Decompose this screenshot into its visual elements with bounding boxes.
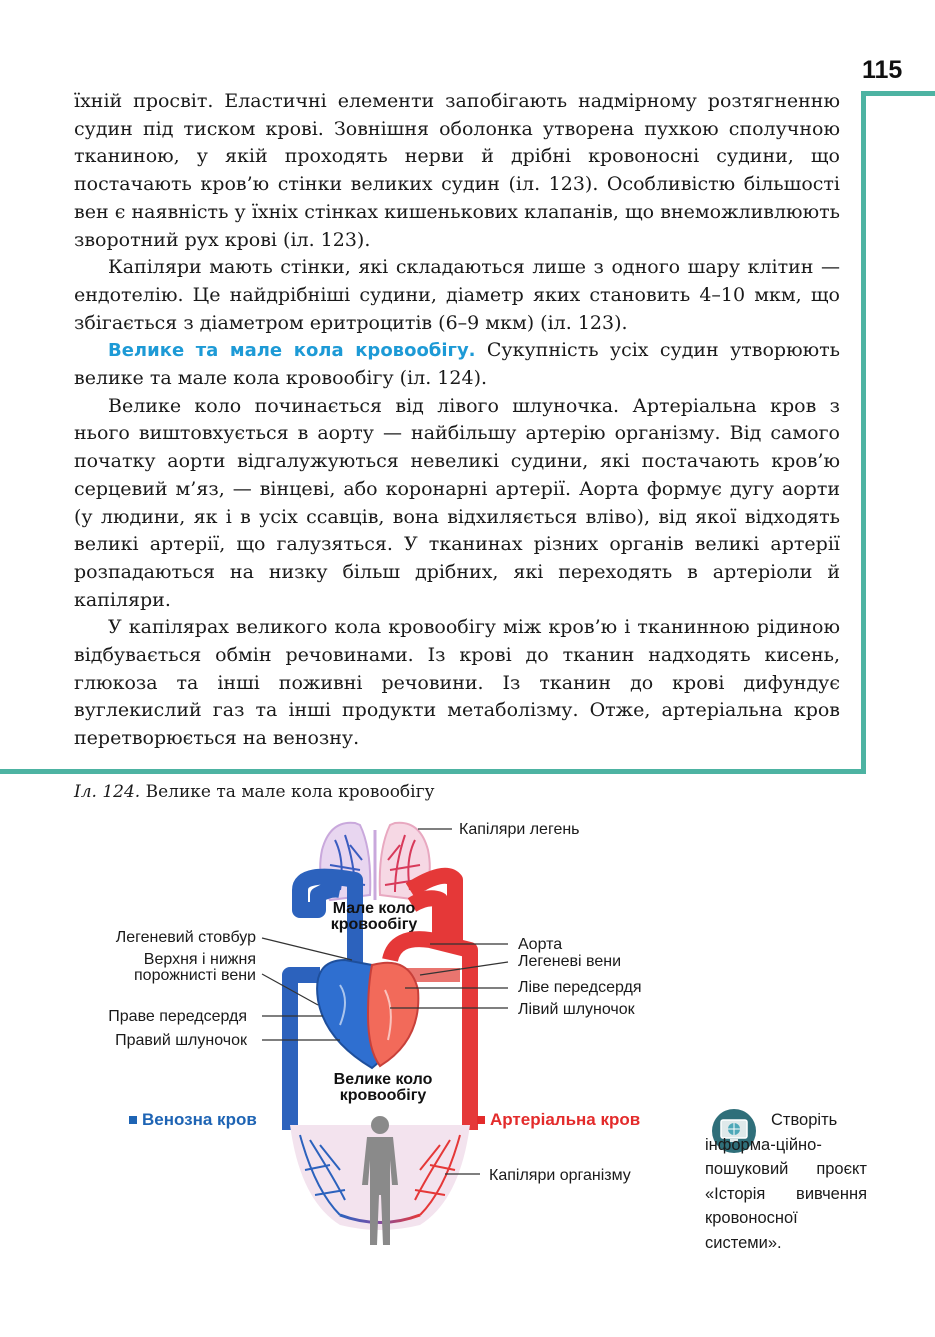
small-circle-label-2: кровообігу bbox=[330, 916, 418, 933]
label-right-atrium: Праве передсердя bbox=[108, 1008, 247, 1025]
label-body-capillaries: Капіляри організму bbox=[489, 1167, 631, 1184]
label-lung-capillaries: Капіляри легень bbox=[459, 821, 580, 838]
label-left-ventricle: Лівий шлуночок bbox=[518, 1001, 635, 1018]
frame-right-line bbox=[861, 91, 866, 774]
paragraph-4: Велике коло починається від лівого шлуночка. Артеріальна кров з нього виштовхується в аорту — найбільшу артерію організму. Від самого початку аорти відгалужуються невеликі судини, які постачають кров’ю серцевий м’яз, — вінцеві, або коронарні артерії. Аорта формує дугу аорти (у людини, як і в усіх ссавців, вона відхиляється вліво), від якої відходять великі артерії, що галузяться. У тканинах різних органів великі артерії розпадаються на низку більш дрібних, які переходять в артеріоли й капіляри. bbox=[74, 394, 840, 611]
heart-illustration bbox=[317, 960, 418, 1068]
figure-title: Велике та мале кола кровообігу bbox=[140, 782, 435, 802]
small-circle-label-1: Мале коло bbox=[332, 900, 416, 917]
page-number: 115 bbox=[862, 56, 903, 84]
label-venae-cavae-2: порожнисті вени bbox=[134, 967, 256, 984]
main-text bbox=[74, 88, 840, 753]
paragraph-3-text: Сукупність усіх судин утворюють велике та мале кола кровообігу (іл. 124). bbox=[74, 339, 841, 390]
paragraph-5: У капілярах великого кола кровообігу між кров’ю і тканинною рідиною відбувається обмін речовинами. Із крові до тканин надходять кисень, глюкоза та інші поживні речовини. Із тканин до крові дифундує вуглекислий газ та інші продукти метаболізму. Отже, артеріальна кров перетворюється на венозну. bbox=[74, 616, 840, 750]
label-left-atrium: Ліве передсердя bbox=[518, 979, 642, 996]
label-aorta: Аорта bbox=[518, 936, 563, 953]
label-venae-cavae-1: Верхня і нижня bbox=[143, 951, 256, 968]
paragraph-3 bbox=[74, 337, 840, 392]
label-pulmonary-veins: Легеневі вени bbox=[518, 953, 622, 970]
figure-number: Іл. 124. bbox=[74, 782, 141, 802]
paragraph-1: їхній просвіт. Еластичні елементи запобігають надмірному розтягненню судин під тиском крові. Зовнішня оболонка утворена пухкою сполучною тканиною, у якій проходять нерви й дрібні кровоносні судини, що постачають кров’ю стінки великих судин (іл. 123). Особливістю більшості вен є наявність у їхніх стінках кишенькових клапанів, що внеможливлюють зворотний рух крові (іл. 123). bbox=[74, 90, 840, 251]
project-text: Створіть інформа-ційно-пошуковий проєкт «Історія вивчення кровоносної системи». bbox=[705, 1111, 867, 1252]
project-task bbox=[705, 1108, 867, 1255]
figure-caption bbox=[74, 782, 435, 802]
frame-bottom-line bbox=[0, 769, 866, 774]
legend-arterial-swatch bbox=[477, 1116, 485, 1124]
label-pulmonary-trunk: Легеневий стовбур bbox=[115, 929, 256, 946]
big-circle-label-1: Велике коло bbox=[333, 1071, 433, 1088]
section-heading: Велике та мале кола кровообігу. bbox=[108, 340, 476, 362]
big-circle-label-2: кровообігу bbox=[339, 1087, 427, 1104]
label-right-ventricle: Правий шлуночок bbox=[115, 1032, 247, 1049]
legend-arterial-label: Артеріальна кров bbox=[490, 1110, 641, 1129]
frame-top-line bbox=[861, 91, 935, 96]
legend-venous-swatch bbox=[129, 1116, 137, 1124]
legend-venous-label: Венозна кров bbox=[142, 1110, 257, 1129]
paragraph-2: Капіляри мають стінки, які складаються лише з одного шару клітин — ендотелію. Це найдрібніші судини, діаметр яких становить 4–10 мкм, що збігається з діаметром еритроцитів (6–9 мкм) (іл. 123). bbox=[74, 256, 840, 334]
